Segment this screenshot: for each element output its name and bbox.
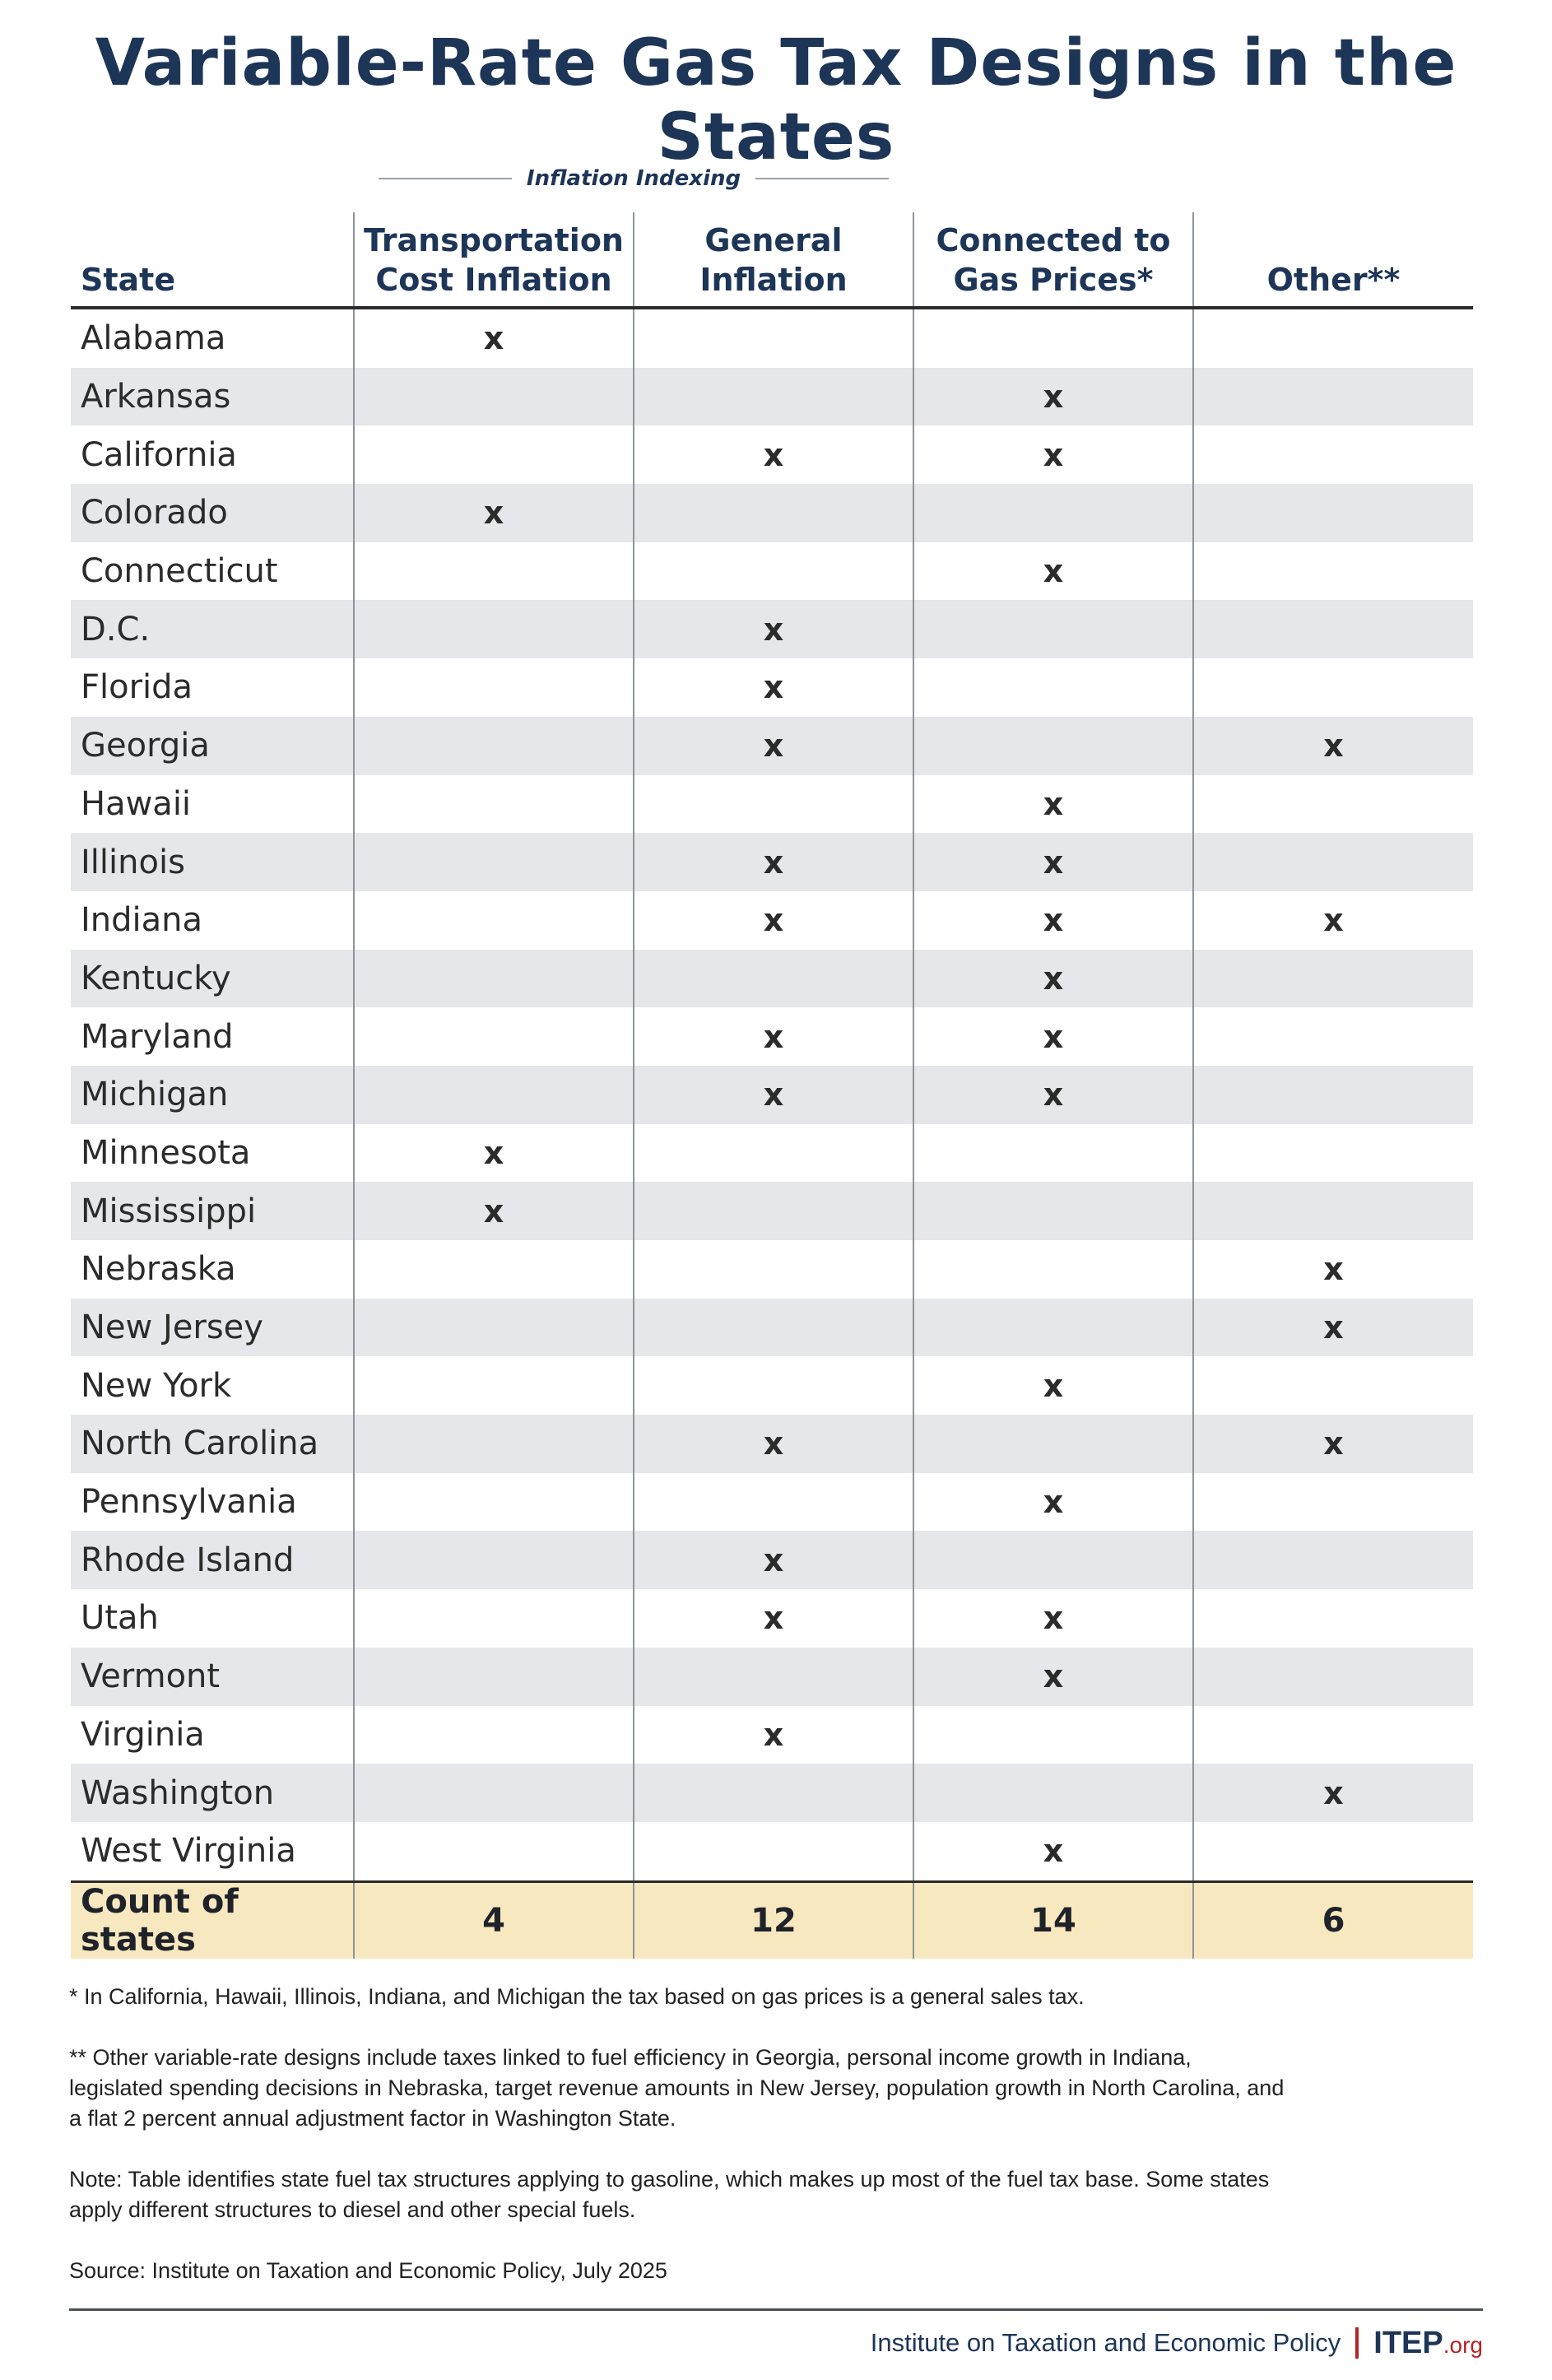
cell-transportation: x	[354, 1182, 634, 1240]
itep-logo	[1373, 2326, 1483, 2361]
cell-gas-prices: x	[913, 833, 1193, 891]
cell-gas-prices	[913, 308, 1193, 368]
cell-general-inflation	[634, 950, 913, 1008]
column-header-gas-line1: Connected to	[936, 222, 1171, 258]
column-header-general-line1: General	[704, 222, 843, 258]
state-name: Florida	[81, 668, 193, 707]
cell-other	[1193, 484, 1473, 542]
cell-general-inflation	[634, 368, 913, 426]
cell-other	[1193, 425, 1473, 484]
cell-other: x	[1193, 1764, 1473, 1822]
cell-transportation	[354, 833, 634, 891]
table-row	[71, 368, 1473, 426]
cell-gas-prices: x	[913, 1007, 1193, 1066]
cell-other	[1193, 1182, 1473, 1240]
cell-general-inflation: x	[634, 1589, 913, 1648]
state-name: Colorado	[71, 484, 354, 542]
cell-other	[1193, 368, 1473, 426]
state-name: Nebraska	[81, 1250, 236, 1289]
table-body	[71, 308, 1473, 1881]
cell-gas-prices	[913, 1182, 1193, 1240]
footnote-gas-prices: * In California, Hawaii, Illinois, Indiana, and Michigan the tax based on gas prices is a general sales tax.	[69, 1984, 1085, 2009]
cell-gas-prices: x	[913, 1589, 1193, 1648]
cell-other	[1193, 658, 1473, 717]
state-name: California	[81, 435, 237, 474]
total-general: 12	[634, 1881, 913, 1959]
cell-other	[1193, 1473, 1473, 1532]
table-row	[71, 308, 1473, 368]
cell-gas-prices: x	[913, 1356, 1193, 1415]
cell-general-inflation: x	[634, 600, 913, 658]
cell-other	[1193, 833, 1473, 891]
state-name: Alabama	[81, 319, 226, 358]
state-name: Vermont	[71, 1648, 354, 1706]
group-divider-right	[755, 178, 889, 179]
cell-general-inflation: x	[634, 1531, 913, 1589]
cell-general-inflation	[634, 484, 913, 542]
cell-general-inflation	[634, 308, 913, 368]
footer-separator	[1355, 2327, 1359, 2359]
footnote-note: Note: Table identifies state fuel tax structures applying to gasoline, which makes up most of the fuel tax base. Some states apply different structures to diesel and other special fuels.	[69, 2167, 1270, 2222]
table-row	[71, 1240, 1473, 1299]
cell-gas-prices	[913, 600, 1193, 658]
inflation-indexing-group-header	[379, 162, 889, 195]
cell-general-inflation: x	[634, 833, 913, 891]
cell-other	[1193, 1356, 1473, 1415]
cell-gas-prices: x	[913, 1473, 1193, 1532]
cell-general-inflation	[634, 542, 913, 601]
column-header-other: Other**	[1193, 212, 1473, 308]
column-header-state: State	[71, 212, 354, 308]
itep-logo-suffix: .org	[1443, 2331, 1483, 2358]
state-name: Utah	[81, 1599, 159, 1638]
cell-transportation	[354, 1531, 634, 1589]
cell-other	[1193, 1124, 1473, 1183]
cell-general-inflation	[634, 1648, 913, 1706]
table-row	[71, 1415, 1473, 1473]
cell-other	[1193, 1007, 1473, 1066]
cell-gas-prices: x	[913, 1822, 1193, 1881]
cell-general-inflation: x	[634, 1066, 913, 1124]
cell-other	[1193, 600, 1473, 658]
cell-general-inflation	[634, 1299, 913, 1357]
column-header-transportation-line2: Cost Inflation	[375, 262, 612, 298]
cell-other	[1193, 1589, 1473, 1648]
cell-transportation	[354, 368, 634, 426]
state-name: North Carolina	[71, 1415, 354, 1473]
cell-other	[1193, 775, 1473, 834]
table-row	[71, 891, 1473, 950]
total-other: 6	[1193, 1881, 1473, 1959]
cell-other	[1193, 1066, 1473, 1124]
table-row	[71, 1822, 1473, 1881]
state-name: New York	[81, 1366, 232, 1405]
header-row	[71, 212, 1473, 308]
cell-transportation	[354, 1473, 634, 1532]
cell-general-inflation: x	[634, 658, 913, 717]
cell-gas-prices	[913, 1415, 1193, 1473]
cell-transportation	[354, 1764, 634, 1822]
table-row	[71, 1066, 1473, 1124]
cell-gas-prices	[913, 1764, 1193, 1822]
state-name: New Jersey	[71, 1299, 354, 1357]
table-row	[71, 600, 1473, 658]
cell-other	[1193, 542, 1473, 601]
table-row	[71, 1356, 1473, 1415]
column-header-transportation	[354, 212, 634, 308]
table-row	[71, 1589, 1473, 1648]
cell-general-inflation	[634, 1182, 913, 1240]
cell-gas-prices	[913, 1124, 1193, 1183]
cell-transportation	[354, 1589, 634, 1648]
cell-general-inflation	[634, 1240, 913, 1299]
cell-transportation	[354, 1299, 634, 1357]
cell-general-inflation	[634, 1473, 913, 1532]
column-header-gas-prices	[913, 212, 1193, 308]
cell-transportation	[354, 542, 634, 601]
cell-transportation	[354, 775, 634, 834]
total-transportation: 4	[354, 1881, 634, 1959]
state-name: Maryland	[81, 1017, 234, 1056]
page-title: Variable-Rate Gas Tax Designs in the States	[95, 26, 1457, 174]
cell-gas-prices	[913, 717, 1193, 775]
cell-general-inflation: x	[634, 1415, 913, 1473]
state-name: Michigan	[71, 1066, 354, 1124]
table-row	[71, 1182, 1473, 1240]
cell-general-inflation: x	[634, 425, 913, 484]
state-name: West Virginia	[81, 1832, 296, 1871]
state-name: Georgia	[71, 717, 354, 775]
cell-other	[1193, 308, 1473, 368]
cell-gas-prices	[913, 658, 1193, 717]
table-row	[71, 658, 1473, 717]
table-row	[71, 1531, 1473, 1589]
table-row	[71, 1764, 1473, 1822]
table-row	[71, 1124, 1473, 1183]
cell-general-inflation	[634, 1124, 913, 1183]
cell-general-inflation	[634, 1356, 913, 1415]
table-row	[71, 1706, 1473, 1764]
cell-transportation	[354, 1706, 634, 1764]
cell-other: x	[1193, 1240, 1473, 1299]
table-row	[71, 1473, 1473, 1532]
cell-transportation: x	[354, 308, 634, 368]
table-row	[71, 717, 1473, 775]
cell-transportation	[354, 1648, 634, 1706]
column-header-transportation-line1: Transportation	[363, 222, 624, 258]
table-row	[71, 775, 1473, 834]
cell-transportation	[354, 425, 634, 484]
cell-transportation	[354, 950, 634, 1008]
table-row	[71, 950, 1473, 1008]
cell-transportation: x	[354, 484, 634, 542]
table-row	[71, 1299, 1473, 1357]
cell-general-inflation: x	[634, 891, 913, 950]
cell-general-inflation: x	[634, 1706, 913, 1764]
cell-transportation	[354, 1007, 634, 1066]
cell-transportation	[354, 891, 634, 950]
footer	[871, 2321, 1483, 2365]
cell-general-inflation: x	[634, 717, 913, 775]
table-row	[71, 1007, 1473, 1066]
cell-gas-prices: x	[913, 891, 1193, 950]
table-row	[71, 542, 1473, 601]
footnotes	[69, 1982, 1287, 2317]
cell-other	[1193, 1531, 1473, 1589]
totals-row	[71, 1881, 1473, 1959]
cell-transportation	[354, 1356, 634, 1415]
state-name: Indiana	[81, 901, 203, 940]
cell-other: x	[1193, 717, 1473, 775]
cell-gas-prices	[913, 484, 1193, 542]
footnote-source: Source: Institute on Taxation and Economic Policy, July 2025	[69, 2258, 667, 2283]
state-name: Minnesota	[81, 1133, 251, 1172]
state-name: Mississippi	[71, 1182, 354, 1240]
cell-other	[1193, 1648, 1473, 1706]
cell-transportation	[354, 658, 634, 717]
cell-gas-prices: x	[913, 542, 1193, 601]
column-header-general-line2: Inflation	[699, 262, 848, 298]
cell-other	[1193, 1822, 1473, 1881]
footer-org-name: Institute on Taxation and Economic Policy	[870, 2328, 1341, 2357]
table-row	[71, 484, 1473, 542]
group-divider-left	[379, 178, 512, 179]
state-name: D.C.	[71, 600, 354, 658]
cell-gas-prices	[913, 1531, 1193, 1589]
state-name: Rhode Island	[71, 1531, 354, 1589]
cell-general-inflation	[634, 775, 913, 834]
column-header-general	[634, 212, 913, 308]
cell-gas-prices: x	[913, 775, 1193, 834]
itep-logo-text: ITEP	[1373, 2325, 1443, 2360]
footer-divider	[69, 2308, 1483, 2311]
cell-general-inflation	[634, 1822, 913, 1881]
cell-gas-prices: x	[913, 368, 1193, 426]
state-name: Pennsylvania	[81, 1483, 297, 1522]
cell-general-inflation: x	[634, 1007, 913, 1066]
cell-gas-prices: x	[913, 1648, 1193, 1706]
state-name: Virginia	[81, 1715, 205, 1754]
footnote-other: ** Other variable-rate designs include taxes linked to fuel efficiency in Georgia, personal income growth in Indiana, legislated spending decisions in Nebraska, target revenue amounts in New Jersey, population growth in North Carolina, and a flat 2 percent annual adjustment factor in Washington State.	[69, 2045, 1285, 2131]
cell-transportation	[354, 1240, 634, 1299]
table-row	[71, 833, 1473, 891]
column-header-gas-line2: Gas Prices*	[953, 262, 1154, 298]
state-name: Arkansas	[71, 368, 354, 426]
state-name: Kentucky	[71, 950, 354, 1008]
cell-other: x	[1193, 1415, 1473, 1473]
cell-gas-prices: x	[913, 950, 1193, 1008]
group-label: Inflation Indexing	[526, 166, 741, 191]
cell-gas-prices: x	[913, 425, 1193, 484]
gas-tax-table	[71, 212, 1473, 1959]
cell-gas-prices	[913, 1240, 1193, 1299]
cell-other: x	[1193, 1299, 1473, 1357]
cell-transportation	[354, 1822, 634, 1881]
total-gas-prices: 14	[913, 1881, 1193, 1959]
state-name: Washington	[71, 1764, 354, 1822]
table-row	[71, 425, 1473, 484]
cell-other	[1193, 950, 1473, 1008]
cell-general-inflation	[634, 1764, 913, 1822]
cell-transportation	[354, 1415, 634, 1473]
cell-other	[1193, 1706, 1473, 1764]
state-name: Connecticut	[81, 552, 278, 591]
cell-other: x	[1193, 891, 1473, 950]
cell-transportation: x	[354, 1124, 634, 1183]
cell-gas-prices: x	[913, 1066, 1193, 1124]
cell-transportation	[354, 1066, 634, 1124]
cell-gas-prices	[913, 1299, 1193, 1357]
state-name: Hawaii	[81, 784, 192, 823]
state-name: Illinois	[71, 833, 354, 891]
totals-label: Count of states	[71, 1881, 354, 1959]
table-row	[71, 1648, 1473, 1706]
cell-transportation	[354, 717, 634, 775]
cell-gas-prices	[913, 1706, 1193, 1764]
cell-transportation	[354, 600, 634, 658]
